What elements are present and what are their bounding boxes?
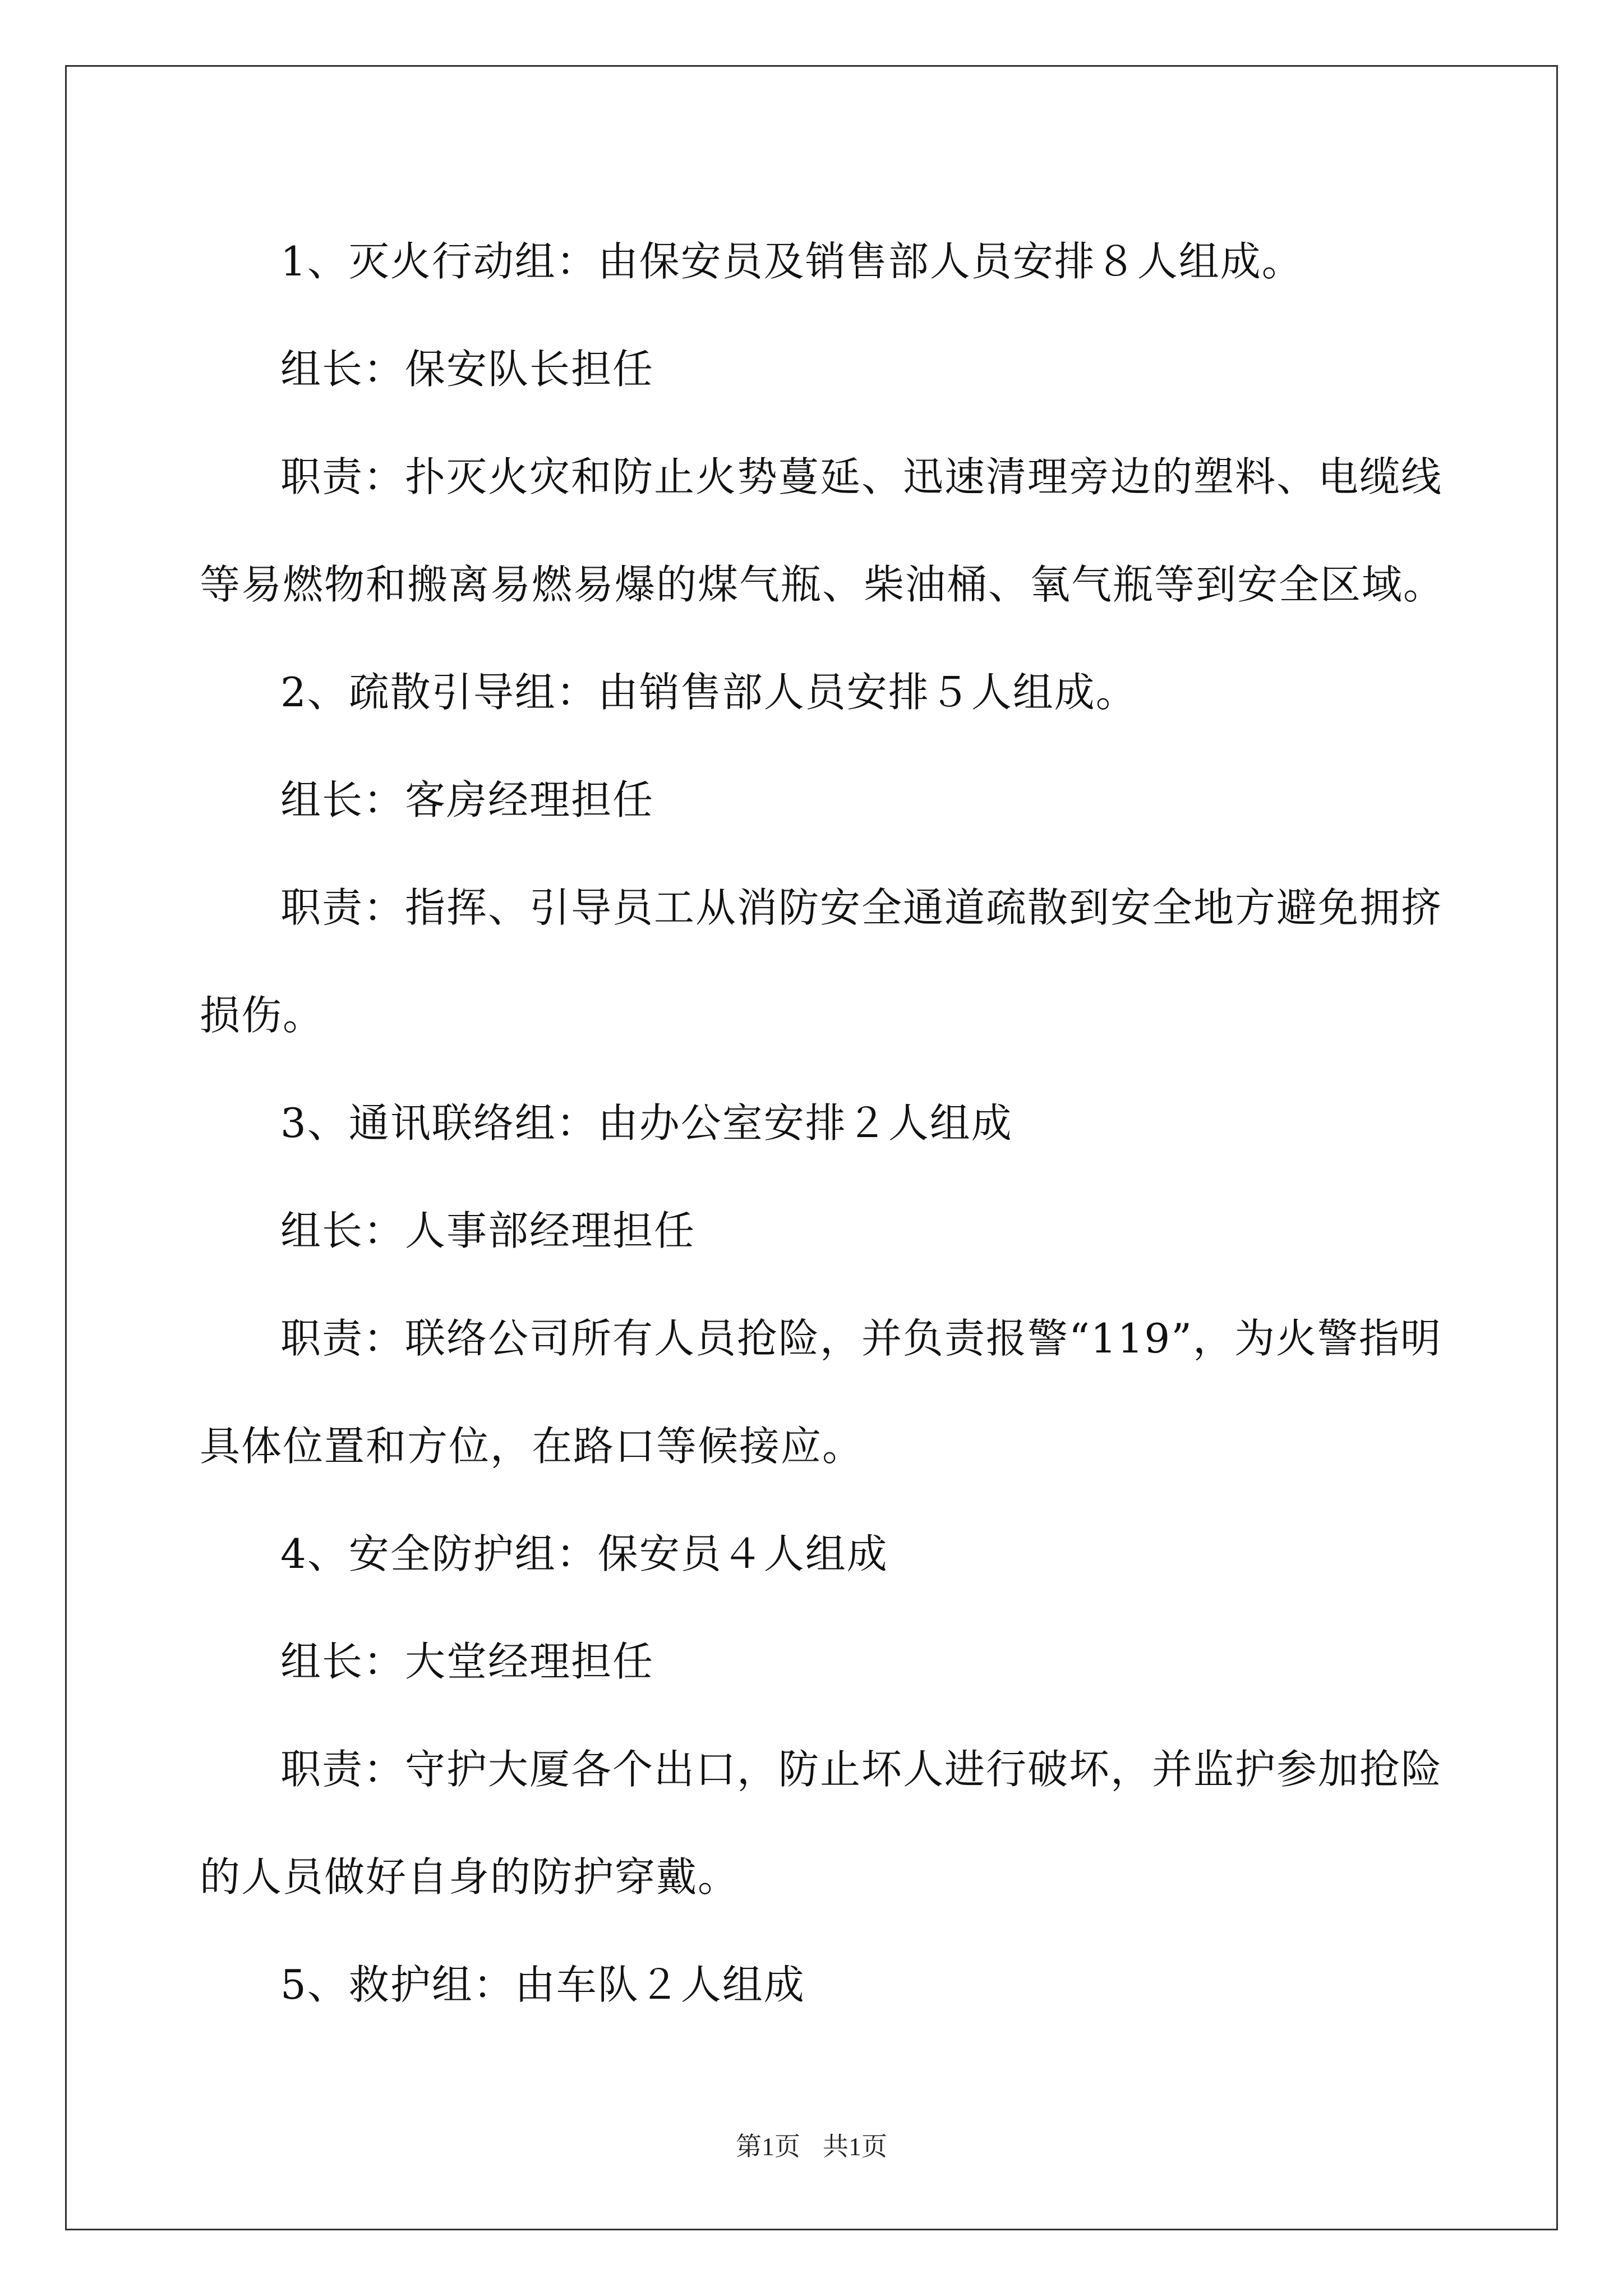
paragraph: 3、通讯联络组：由办公室安排２人组成 <box>280 1099 1013 1147</box>
paragraph: 职责：联络公司所有人员抢险，并负责报警“119”，为火警指明 <box>280 1315 1442 1362</box>
paragraph: 2、疏散引导组：由销售部人员安排５人组成。 <box>280 669 1137 716</box>
page-number: 第1页 <box>736 2132 800 2161</box>
paragraph: 5、救护组：由车队２人组成 <box>280 1961 805 2008</box>
page-total: 共1页 <box>823 2132 887 2161</box>
paragraph: 职责：指挥、引导员工从消防安全通道疏散到安全地方避免拥挤 <box>280 884 1443 931</box>
paragraph: 职责：守护大厦各个出口，防止坏人进行破坏，并监护参加抢险 <box>280 1746 1443 1793</box>
document-body <box>200 208 1445 2039</box>
paragraph: 组长：大堂经理担任 <box>280 1638 654 1685</box>
paragraph: 组长：保安队长担任 <box>280 346 654 393</box>
paragraph: 等易燃物和搬离易燃易爆的煤气瓶、柴油桶、氧气瓶等到安全区域。 <box>200 561 1445 608</box>
paragraph: 职责：扑灭火灾和防止火势蔓延、迅速清理旁边的塑料、电缆线 <box>280 453 1443 500</box>
paragraph: 4、安全防护组：保安员４人组成 <box>280 1530 888 1577</box>
paragraph: 的人员做好自身的防护穿戴。 <box>200 1853 740 1901</box>
paragraph: 损伤。 <box>200 992 325 1039</box>
paragraph: 1、灭火行动组：由保安员及销售部人员安排８人组成。 <box>280 238 1303 285</box>
paragraph: 组长：客房经理担任 <box>280 776 654 823</box>
paragraph: 组长：人事部经理担任 <box>280 1207 696 1254</box>
paragraph: 具体位置和方位，在路口等候接应。 <box>200 1423 864 1470</box>
page-footer <box>0 2126 1623 2163</box>
